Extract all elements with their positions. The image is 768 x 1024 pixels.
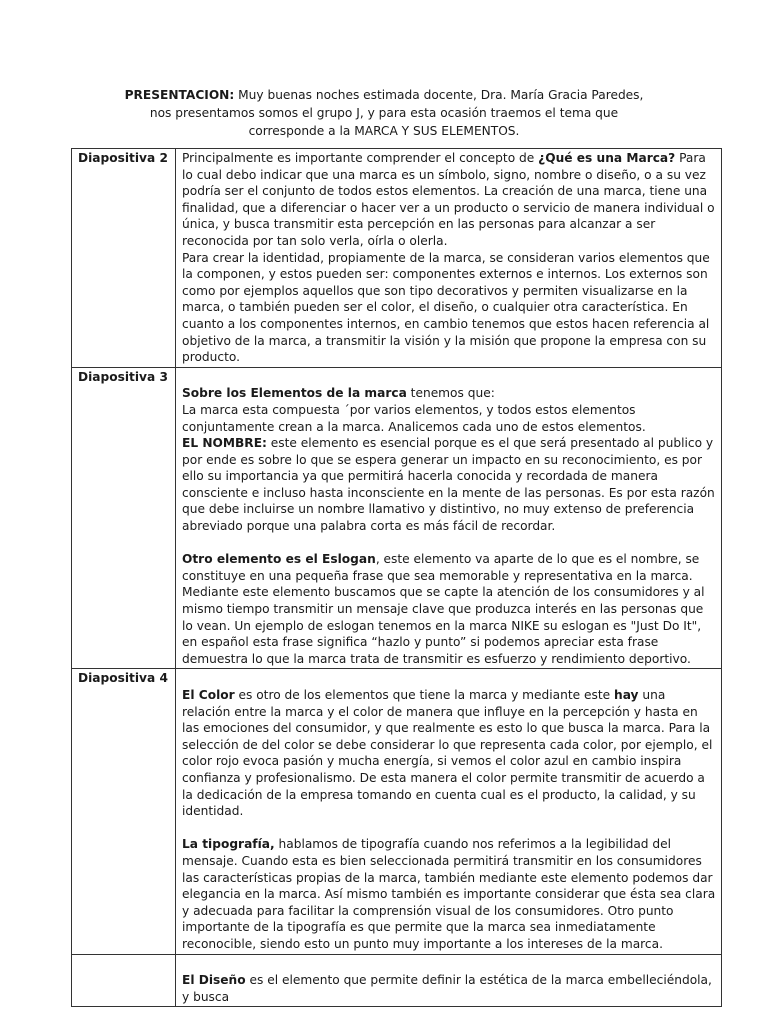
body-text: hablamos de tipografía cuando nos referimos a la legibilidad del mensaje. Cuando esta es bien seleccionada permitirá transmitir en los consumidores las características propias de la marca, también mediante este elemento podemos dar elegancia en la marca. Así mismo también es importante considerar que ésta sea clara y adecuada para facilitar la comprensión visual de los consumidores. Otro punto importante de la tipografía es que permite que la marca sea inmediatamente reconocible, siendo esto un punto muy importante a los intereses de la marca. bbox=[182, 837, 716, 951]
table-row bbox=[72, 669, 722, 954]
table-row bbox=[72, 149, 722, 368]
content-paragraph bbox=[182, 687, 716, 820]
body-text: tenemos que: bbox=[406, 386, 495, 401]
table-row bbox=[72, 954, 722, 1007]
body-text: La marca esta compuesta ´por varios elementos, y todos estos elementos conjuntamente crean a la marca. Analicemos cada uno de estos elementos. bbox=[182, 402, 646, 434]
paragraph-gap bbox=[182, 956, 716, 973]
content-paragraph bbox=[182, 836, 716, 952]
bold-text: El Diseño bbox=[182, 973, 246, 988]
content-paragraph bbox=[182, 551, 716, 667]
content-paragraph bbox=[182, 250, 716, 366]
paragraph-gap bbox=[182, 670, 716, 687]
slide-content-cell bbox=[176, 367, 722, 669]
body-text: Principalmente es importante comprender el concepto de bbox=[182, 151, 539, 165]
body-text: es el elemento que permite definir la estética de la marca embelleciéndola, y busca bbox=[182, 973, 712, 1004]
table-row bbox=[72, 367, 722, 669]
body-text: Para crear la identidad, propiamente de la marca, se consideran varios elementos que la componen, y estos pueden ser: componentes externos e internos. Los externos son como por ejemplos aquellos que son tipo decorativos y permiten visualizarse en la marca, o también pueden ser el color, el diseño, o cualquier otra característica. En cuanto a los componentes internos, en cambio tenemos que estos hacen referencia al objetivo de la marca, a transmitir la visión y la misión que propone la empresa con su producto. bbox=[182, 250, 710, 365]
presentation-intro bbox=[118, 86, 650, 140]
bold-text: La tipografía, bbox=[182, 837, 275, 852]
content-paragraph bbox=[182, 402, 716, 435]
slide-label-cell: Diapositiva 4 bbox=[72, 669, 176, 954]
bold-text: hay bbox=[614, 688, 639, 702]
slide-content-cell bbox=[176, 954, 722, 1007]
bold-text: EL NOMBRE: bbox=[182, 436, 267, 451]
slide-label-cell: Diapositiva 3 bbox=[72, 367, 176, 669]
slides-table bbox=[71, 148, 722, 1007]
paragraph-gap bbox=[182, 369, 716, 386]
content-paragraph bbox=[182, 972, 716, 1005]
slide-content-cell bbox=[176, 669, 722, 954]
intro-text: Muy buenas noches estimada docente, Dra. María Gracia Paredes, nos presentamos somos el grupo J, y para esta ocasión traemos el tema que corresponde a la MARCA Y SUS ELEMENTOS. bbox=[149, 88, 644, 138]
bold-text: Sobre los Elementos de la marca bbox=[182, 386, 407, 401]
body-text: una relación entre la marca y el color de manera que influye en la percepción y hasta en las emociones del consumidor, y que realmente es esto lo que busca la marca. Para la selección de del color se debe considerar lo que representa cada color, por ejemplo, el color rojo evoca pasión y mucha energía, si vemos el color azul en cambio inspira confianza y profesionalismo. De esta manera el color permite transmitir de acuerdo a la dedicación de la empresa tomando en cuenta cual es el producto, la calidad, y su identidad. bbox=[182, 688, 713, 819]
content-paragraph bbox=[182, 150, 716, 250]
body-text: Para lo cual debo indicar que una marca es un símbolo, signo, nombre o diseño, o a su vez podría ser el conjunto de todos estos elementos. La creación de una marca, tiene una finalidad, que a diferenciar o hacer ver a un producto o servicio de manera individual o única, y busca transmitir esta percepción en las personas para alcanzar a ser reconocida por tan solo verla, oírla o olerla. bbox=[182, 151, 715, 248]
content-paragraph bbox=[182, 435, 716, 535]
bold-text: ¿Qué es una Marca? bbox=[538, 151, 676, 165]
intro-label: PRESENTACION: bbox=[124, 88, 235, 102]
paragraph-gap bbox=[182, 535, 716, 552]
body-text: es otro de los elementos que tiene la marca y mediante este bbox=[234, 688, 615, 702]
bold-text: Otro elemento es el Eslogan bbox=[182, 552, 376, 567]
slide-label-cell: Diapositiva 2 bbox=[72, 149, 176, 368]
body-text: , este elemento va aparte de lo que es el nombre, se constituye en una pequeña frase que sea memorable y representativa en la marca. Mediante este elemento buscamos que se capte la atención de los consumidores y al mismo tiempo transmitir un mensaje clave que produzca interés en las personas que lo vean. Un ejemplo de eslogan tenemos en la marca NIKE su eslogan es "Just Do It", en español esta frase significa “hazlo y punto” si podemos apreciar esta frase demuestra lo que la marca trata de transmitir es esfuerzo y rendimiento deportivo. bbox=[182, 552, 705, 666]
content-paragraph bbox=[182, 385, 716, 402]
slide-label-cell bbox=[72, 954, 176, 1007]
slides-table-body bbox=[72, 149, 722, 1007]
body-text: este elemento es esencial porque es el que será presentado al publico y por ende es sobre lo que se espera generar un impacto en su reconocimiento, es por ello su importancia ya que permitirá hacerla conocida y recordada de manera consciente e incluso hasta inconsciente en la mente de las personas. Es por esta razón que debe incluirse un nombre llamativo y distintivo, no muy extenso de preferencia abreviado porque una palabra corta es más fácil de recordar. bbox=[182, 436, 715, 534]
paragraph-gap bbox=[182, 820, 716, 837]
bold-text: El Color bbox=[182, 688, 235, 702]
slide-content-cell bbox=[176, 149, 722, 368]
